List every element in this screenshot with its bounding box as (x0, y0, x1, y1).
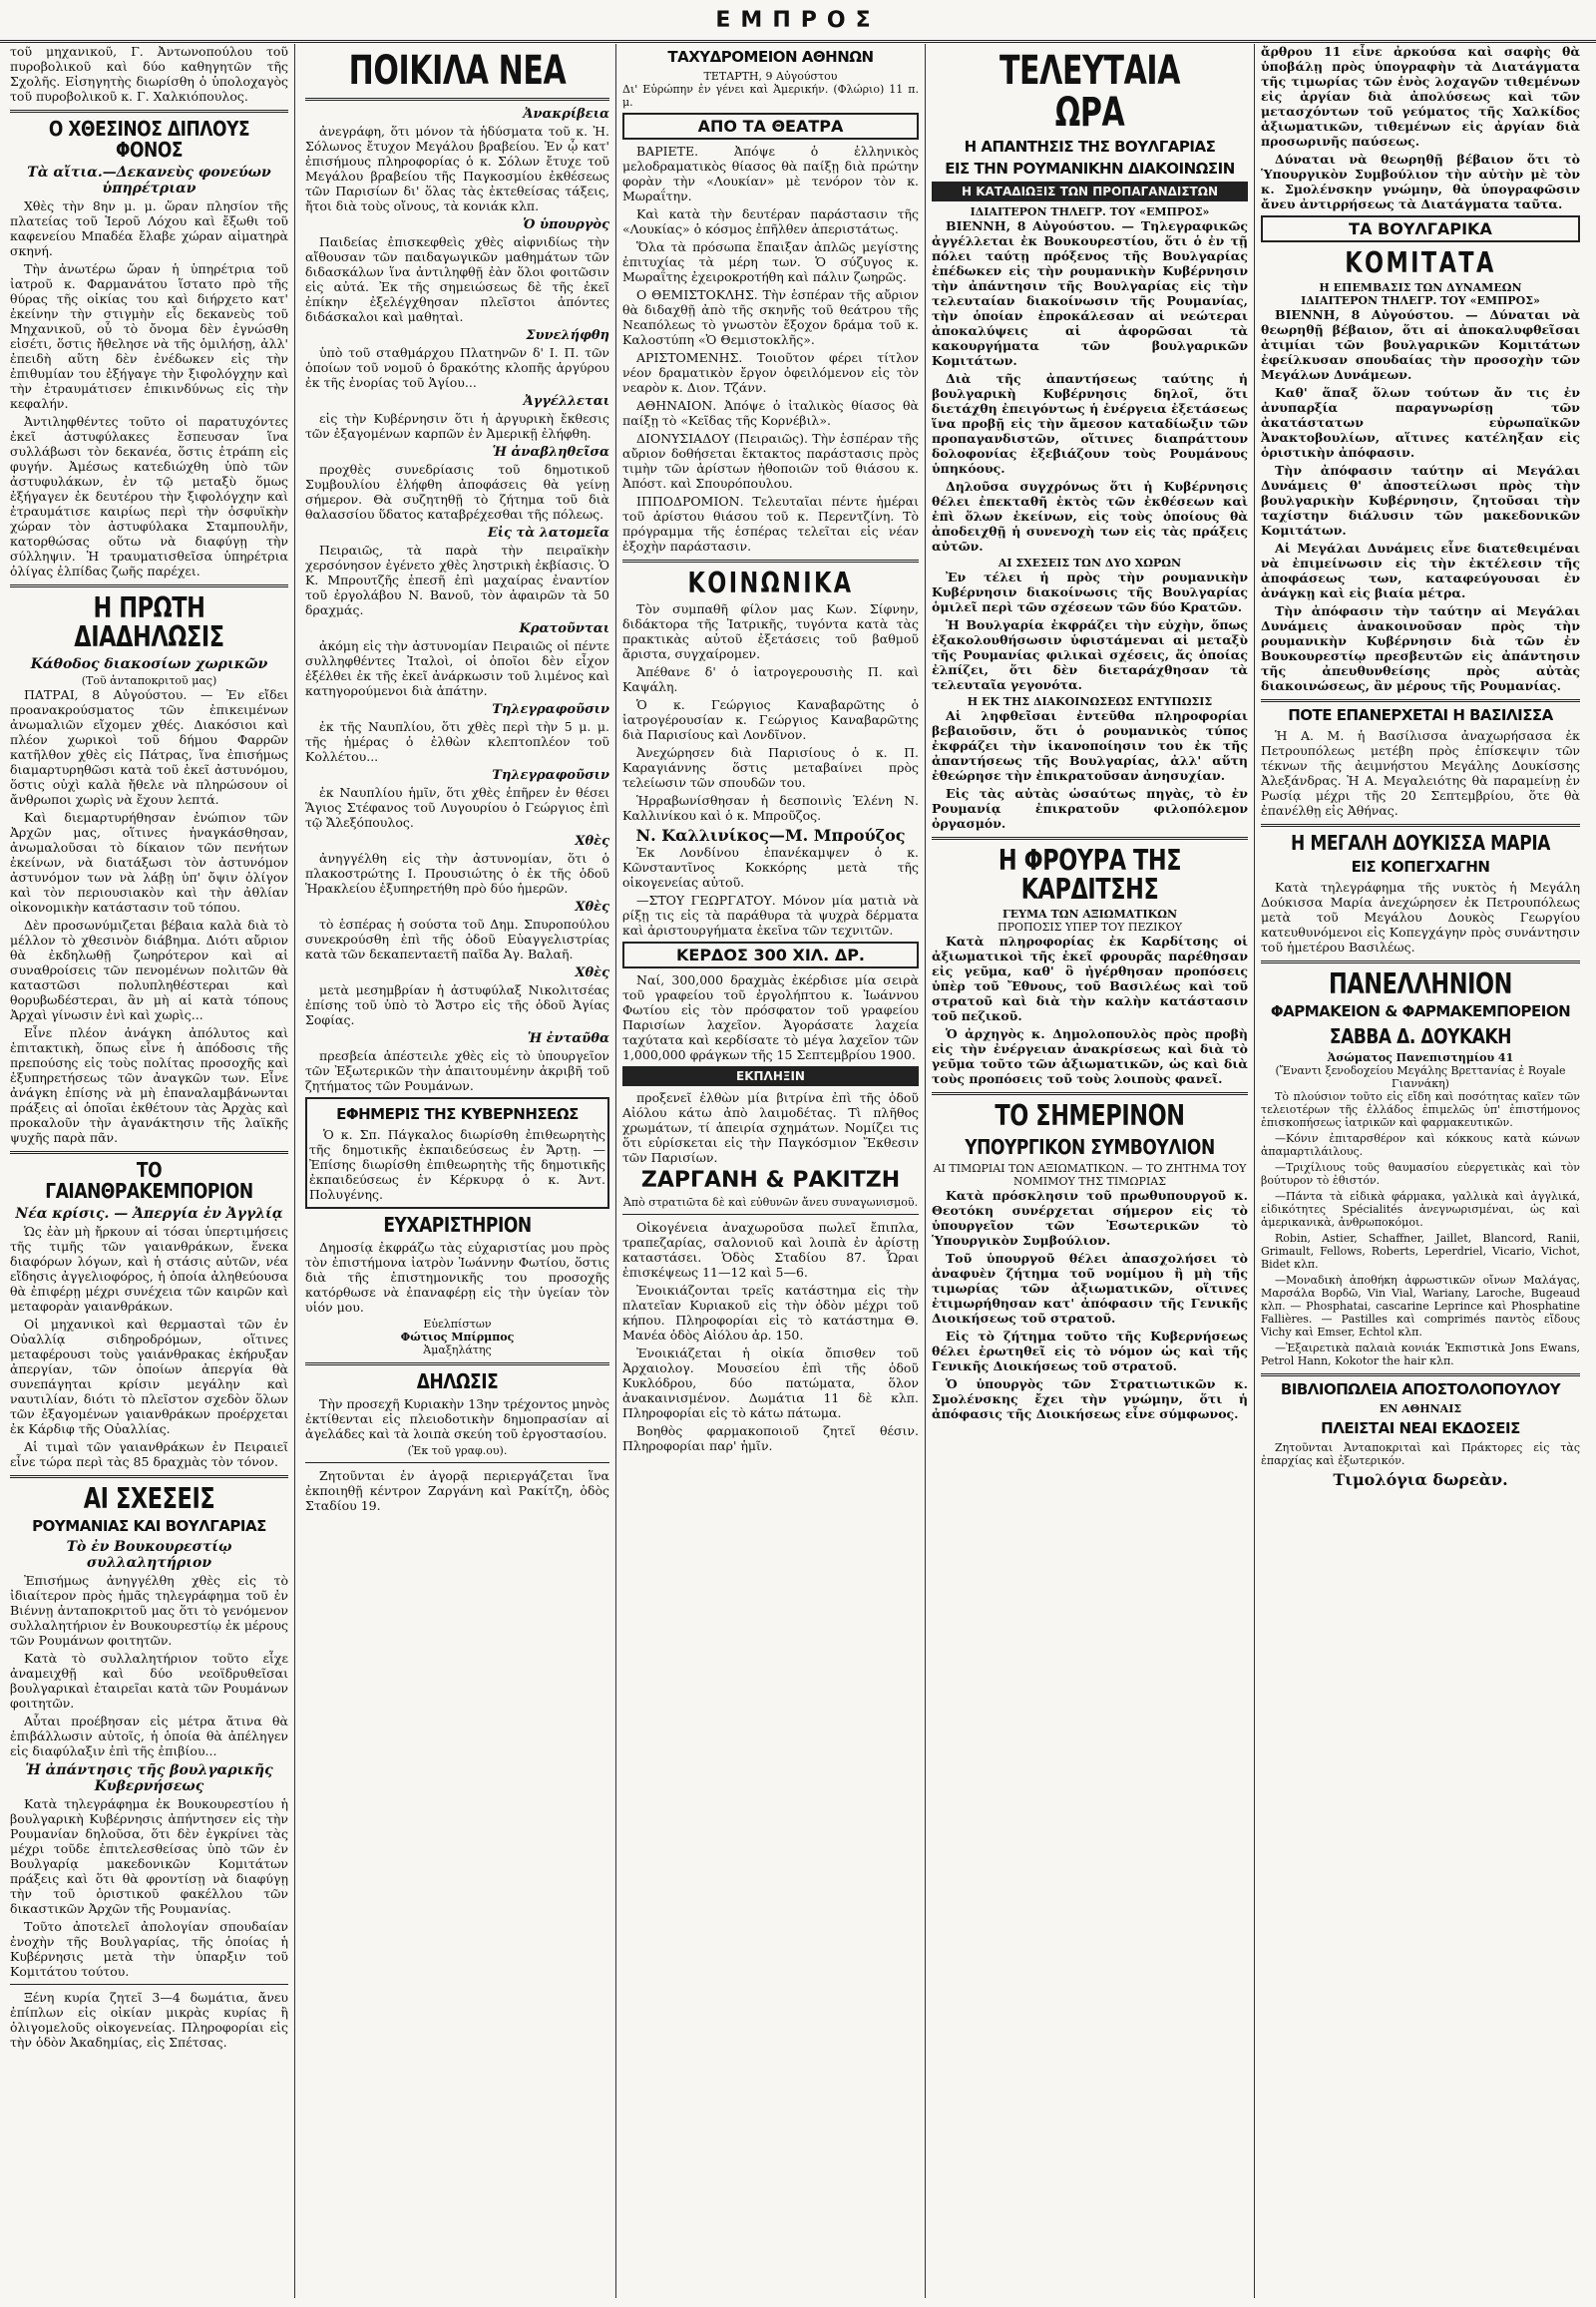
paragraph: Καὶ κατὰ τὴν δευτέραν παράστασιν τῆς «Λουκίας» ὁ κόσμος ἐπῆλθεν ἀπεριστάτως. (622, 205, 919, 236)
headline-profit: ΚΕΡΔΟΣ 300 ΧΙΛ. ΔΡ. (622, 942, 919, 968)
paragraph: —Μοναδικὴ ἀποθήκη ἀφρωστικῶν οἴνων Μαλάγας, Μαρσάλα Βορδῶ, Vin Vial, Wariany, Laroche, Bugeaud κλπ. — Phosphatai, cascarine Leprince καὶ Phosphatine Fallières. — Pastilles καὶ comprimés παντὸς εἴδους Vichy καὶ Emser, Echtol κλπ. (1261, 1274, 1580, 1340)
paragraph: Τὸ πλούσιον τοῦτο εἰς εἴδη καὶ ποσότητας καῖεν τῶν τελειοτέρων τῆς ἐλλάδος ἐπιμελῶς ὑπ' ἐπιστήμονος ἐπισκοπήσεως ἰατρικῶν καὶ φαρμακευτικῶν. (1261, 1090, 1580, 1130)
column-2 (299, 44, 616, 2298)
divider (1261, 961, 1580, 963)
government-gazette-box (305, 1097, 609, 1209)
paragraph: Δηλοῦσα συγχρόνως ὅτι ἡ Κυβέρνησις θέλει ἐπεκταθῆ ἐκτὸς τῶν ἐκθέσεων καὶ ἐπὶ ὅλων ἐκείνων, εἰς τοὺς ὁποίους θὰ ἀποδειχθῇ ἡ συνενοχὴ των εἰς τὰς πράξεις αὐτῶν. (932, 478, 1248, 554)
paragraph: Τὴν προσεχῆ Κυριακὴν 13ην τρέχοντος μηνὸς ἐκτίθενται εἰς πλειοδοτικὴν δημοπρασίαν αἱ ἀγελάδες καὶ τὰ λοιπὰ σκεύη τοῦ ἐργοστασίου. (305, 1395, 609, 1441)
divider (932, 1092, 1248, 1095)
subheading: Τὸ ἐν Βουκουρεστίῳ συλλαλητήριον (66, 1538, 232, 1571)
paragraph: Κατὰ πρόσκλησιν τοῦ πρωθυπουργοῦ κ. Θεοτόκη συνέρχεται σήμερον εἰς τὸ ὑπουργεῖον τῶν Ἐσωτερικῶν τὸ Ὑπουργικὸν Συμβούλιον. (932, 1187, 1248, 1248)
classified-ad: Ζητοῦνται ἐν ἀγορᾷ περιεργάζεται ἵνα ἐκποιηθῇ κέντρον Ζαργάνη καὶ Ρακίτζη, ὁδὸς Σταδίου 19. (305, 1467, 609, 1513)
item-heading: Τηλεγραφοῦσιν (492, 702, 609, 717)
paragraph: Τὴν ἀνωτέρω ὥραν ἡ ὑπηρέτρια τοῦ ἰατροῦ κ. Φαρμανάτου ἵστατο πρὸ τῆς θύρας τῆς οἰκίας του καὶ διήρχετο κατ' ἐκείνην τὴν στιγμὴν εἷς δεκανεὺς τοῦ Μηχανικοῦ, οὗ τὸ ὄνομα δὲν ἐγνώσθη εἰσέτι, ὅστις ἤθελησε νὰ τῆς ὁμιλήσῃ, ἀλλ' ἐπειδὴ αὕτη δὲν ἐνέδωκεν εἰς τὴν ἐπιθυμίαν του ἐξήγαγε τὴν ξιφολόγχην καὶ τὴν ἐτραυμάτισεν ἐπικινδύνως εἰς τὴν κεφαλήν. (10, 261, 288, 411)
paragraph: Κατὰ τηλεγράφημα τῆς νυκτὸς ἡ Μεγάλη Δούκισσα Μαρία ἀνεχώρησεν ἐκ Πετρουπόλεως μετὰ τοῦ Μεγάλου Δουκὸς Γεωργίου κατευθυνόμενοι εἰς Κοπεγχάγην πρὸς συνάντησιν τοῦ ἡμετέρου Βασιλέως. (1261, 879, 1580, 955)
paragraph: ἀκόμη εἰς τὴν ἀστυνομίαν Πειραιῶς οἱ πέντε συλληφθέντες Ἰταλοὶ, οἱ ὁποῖοι δὲν εἶχον ἐξέλθει ἐκ τῆς ἐκεῖ ἀνάρκωσιν τοῦ λιμένος καὶ κατηγορούμενοι διὰ ἀπάτην. (305, 638, 609, 698)
paragraph: ΑΡΙΣΤΟΜΕΝΗΣ. Τοιοῦτον φέρει τίτλον νέον δραματικὸν ἔργον ὀφειλόμενον εἰς τὸν νεαρὸν κ. Διον. Τζάνν. (622, 349, 919, 395)
paragraph: Ο ΘΕΜΙΣΤΟΚΛΗΣ. Τὴν ἑσπέραν τῆς αὔριον θὰ διδαχθῇ ἀπὸ τῆς σκηνῆς τοῦ θεάτρου τῆς Νεαπόλεως τὸ γνωστὸν ἔξοχον δράμα τοῦ κ. Καλοστύπη «Ὁ Θεμιστοκλῆς». (622, 286, 919, 347)
paragraph: Τὴν ἀπόφασιν τὴν ταύτην αἱ Μεγάλαι Δυνάμεις ἀνακοινοῦσαν πρὸς τὴν ρουμανικὴν Κυβέρνησιν διὰ τῶν ἐν Βουκουρεστίῳ πρεσβευτῶν εἰς ἀπάντησιν τῆς ἀπευθυνθείσης πρὸς αὐτὰς διακοινώσεως, ἂν μέρους τῆς Ρουμανίας. (1261, 603, 1580, 694)
headline-last-hour: ΤΕΛΕΥΤΑΙΑ ΩΡΑ (998, 48, 1181, 136)
paragraph: Ἡρραβωνίσθησαν ἡ δεσποινὶς Ἑλένη Ν. Καλλινίκου καὶ ὁ κ. Μπροῦζος. (622, 793, 919, 824)
masthead-title: ΕΜΠΡΟΣ (715, 7, 881, 33)
paragraph: Ἀνεχώρησεν διὰ Παρισίους ὁ κ. Π. Καραγιάννης ὅστις μεταβαίνει πρὸς τελείωσιν τῶν σπουδῶν του. (622, 745, 919, 791)
paragraph: Ὁ ὑπουργὸς τῶν Στρατιωτικῶν κ. Σμολένσκης ἔχει τὴν γνώμην, ὅτι ἡ ἀπόφασις τῆς Διοικήσεως εἶνε σύμφωνος. (932, 1375, 1248, 1421)
item-heading: Ὁ ὑπουργὸς (523, 217, 609, 232)
headline-cabinet-sub: ΥΠΟΥΡΓΙΚΟΝ ΣΥΜΒΟΥΛΙΟΝ (965, 1134, 1215, 1159)
paragraph: εἰς τὴν Κυβέρνησιν ὅτι ἡ ἀργυρικὴ ἔκθεσις τῶν ἐξαγομένων καρπῶν ἐν Ἀμερικῇ ἐλήφθη. (305, 411, 609, 441)
post-office-title: ΤΑΧΥΔΡΟΜΕΙΟΝ ΑΘΗΝΩΝ (667, 48, 874, 66)
divider (622, 560, 919, 563)
paragraph: Ἀντιληφθέντες τοῦτο οἱ παρατυχόντες ἐκεῖ ἀστυφύλακες ἔσπευσαν ἵνα συλλάβωσι τὸν δεκανέα, ὅστις ἐτράπη εἰς φυγήν. Ἀμέσως κατεδιώχθη ὑπὸ τῶν ἀστυφυλάκων, ἐν τῷ μεταξὺ ὅμως ἐξήγαγεν ἐκ δευτέρου τὴν ξιφολόγχην καὶ ἐτραυμάτισε καιρίως περὶ τὴν ὀσφυϊκὴν χώραν τὸν ἀστυφύλακα Σταμπουλῆν, κατορθώσας οὕτω νὰ διαφύγῃ τὴν σύλληψιν. Ἡ τραυματισθεῖσα ὑπηρέτρια ὀλίγας ἐλπίδας ζωῆς παρέχει. (10, 414, 288, 578)
telegram-label: ΙΔΙΑΙΤΕΡΟΝ ΤΗΛΕΓΡ. ΤΟΥ «ΕΜΠΡΟΣ» (970, 204, 1210, 218)
headline-declaration: ΔΗΛΩΣΙΣ (416, 1368, 499, 1393)
subheadline: Η ΑΠΑΝΤΗΣΙΣ ΤΗΣ ΒΟΥΛΓΑΡΙΑΣ (964, 138, 1216, 156)
paragraph: προξενεῖ ἐλθὼν μία βιτρίνα ἐπὶ τῆς ὁδοῦ Αἰόλου κάτω ἀπὸ λαιμοδέτας. Τὶ πλῆθος χρωμάτων, τί ἀπειρία σχημάτων. Νομίζει τις ὅτι εὑρίσκεται εἰς τὴν Παγκόσμιον Ἔκθεσιν τῶν Παρισίων. (622, 1090, 919, 1166)
divider (305, 1462, 609, 1463)
paragraph: Χθὲς τὴν 8ην μ. μ. ὥραν πλησίον τῆς πλατείας τοῦ Ἱεροῦ Λόχου καὶ ἔξωθι τοῦ καφενείου Μπαδέα ἔλαβε χώραν αἱματηρὰ σκηνή. (10, 198, 288, 258)
section-heading: ΑΙ ΣΧΕΣΕΙΣ ΤΩΝ ΔΥΟ ΧΩΡΩΝ (998, 556, 1182, 570)
item-heading: Κρατοῦνται (519, 621, 609, 636)
subheadline: ΕΙΣ ΤΗΝ ΡΟΥΜΑΝΙΚΗΝ ΔΙΑΚΟΙΝΩΣΙΝ (945, 159, 1235, 178)
paragraph: τὸ ἑσπέρας ἡ σούστα τοῦ Δημ. Σπυροπούλου συνεκρούσθη ἐπὶ τῆς ὁδοῦ Εὐαγγελιστρίας κατὰ τῶν δεκαπενταετῆ παῖδα Ἀγ. Βαλαῆ. (305, 917, 609, 961)
headline-coal-trade: ΤΟ ΓΑΙΑΝΘΡΑΚΕΜΠΟΡΙΟΝ (45, 1157, 253, 1203)
divider (1261, 824, 1580, 827)
paragraph: Αἱ τιμαὶ τῶν γαιανθράκων ἐν Πειραιεῖ εἶνε τώρα περὶ τὰς 85 δραχμὰς τὸν τόνον. (10, 1438, 288, 1469)
headline-relations-sub: ΡΟΥΜΑΝΙΑΣ ΚΑΙ ΒΟΥΛΓΑΡΙΑΣ (32, 1517, 266, 1536)
divider (305, 1362, 609, 1365)
headline-cabinet: ΤΟ ΣΗΜΕΡΙΝΟΝ (995, 1099, 1185, 1133)
paragraph: Ἡ Βουλγαρία ἐκφράζει τὴν εὐχὴν, ὅπως ἐξακολουθήσωσιν ὑφιστάμεναι αἱ μεταξὺ τῆς Ρουμανίας φιλικαὶ σχέσεις, ἅς ὁποίας ἐλπίζει, ὅτι δὲν διεταράχθησαν τὰ τελευταῖα γεγονότα. (932, 616, 1248, 692)
paragraph: Ὅλα τὰ πρόσωπα ἔπαιξαν ἀπλῶς μεγίστης ἐπιτυχίας τὰ μέρη των. Ὁ σύζυγος κ. Μωραΐτης ἐχειροκροτήθη καὶ πάλιν ζωηρῶς. (622, 238, 919, 284)
subheadline: Η ΕΠΕΜΒΑΣΙΣ ΤΩΝ ΔΥΝΑΜΕΩΝ (1319, 281, 1522, 295)
bookstore-editions: ΠΛΕΙΣΤΑΙ ΝΕΑΙ ΕΚΔΟΣΕΙΣ (1321, 1418, 1520, 1437)
paragraph: Ὡς ἐὰν μὴ ἤρκουν αἱ τόσαι ὑπερτιμήσεις τῆς τιμῆς τῶν γαιανθράκων, ἕνεκα διαφόρων λόγων, καὶ ἡ στάσις αὐτῶν, νέα εἴδησις ἀγγελιοφόρος, ἡ ὁποία ἀληθεύουσα θὰ ἐπιφέρῃ μέχρι συνέχεια τῶν καιρῶν καὶ μεταφορὰν γαιανθράκων. (10, 1223, 288, 1314)
item-heading: Χθὲς (575, 965, 609, 980)
paragraph: Robin, Astier, Schaffner, Jaillet, Blancord, Ranii, Grimault, Fellows, Roberts, Leperdriel, Vicario, Vichot, Bidet κλπ. (1261, 1232, 1580, 1272)
headline-committees: ΚΟΜΙΤΑΤΑ (1345, 246, 1496, 279)
classified-ad: Βοηθὸς φαρμακοποιοῦ ζητεῖ θέσιν. Πληροφορίαι παρ' ἡμῖν. (622, 1423, 919, 1454)
paragraph: Τοῦτο ἀποτελεῖ ἀπολογίαν σπουδαίαν ἐνοχὴν τῆς Βουλγαρίας, τῆς ὁποίας ἡ Κυβέρνησις μετὰ τὴν ὑπαρξιν τοῦ Κομιτάτου τούτου. (10, 1918, 288, 1979)
divider (10, 1151, 288, 1154)
intro-paragraph: τοῦ μηχανικοῦ, Γ. Ἀντωνοπούλου τοῦ πυροβολικοῦ καὶ δύο καθηγητῶν τῆς Σχολῆς. Εἰσηγητὴς διωρίσθη ὁ ὑπολοχαγὸς τοῦ πυροβολικοῦ κ. Γ. Χαλκιόπουλος. (10, 44, 288, 104)
paragraph: —Κόνιν ἐπιταρσθέρον καὶ κόκκους κατὰ κώνων ἀπαμαρτιλάιλους. (1261, 1132, 1580, 1159)
headline-grand-duchess-sub: ΕΙΣ ΚΟΠΕΓΧΑΓΗΝ (1351, 858, 1490, 877)
paragraph: Ἐν τέλει ἡ πρὸς τὴν ρουμανικὴν Κυβέρνησιν διακοίνωσις τῆς Βουλγαρίας ὁμιλεῖ περὶ τῶν σχέσεων τῶν δύο Κρατῶν. (932, 569, 1248, 614)
paragraph: —ΣΤΟΥ ΓΕΩΡΓΑΤΟΥ. Μόνον μία ματιὰ νὰ ρίξῃ τις εἰς τὰ παράθυρα τὰ ψυχρὰ δέρματα καὶ ἀριστουργήματα ἐκεῖνα τῶν τεχνιτῶν. (622, 893, 919, 939)
item-heading: Χθὲς (575, 834, 609, 849)
ad-owner: ΣΑΒΒΑ Δ. ΔΟΥΚΑΚΗ (1329, 1024, 1512, 1049)
column-4 (926, 44, 1255, 2298)
bookstore-location: ΕΝ ΑΘΗΝΑΙΣ (1379, 1401, 1462, 1415)
divider (10, 1984, 288, 1985)
paragraph: Αἱ Μεγάλαι Δυνάμεις εἶνε διατεθειμέναι νὰ ἐπιμείνωσιν εἰς τὴν ἐκτέλεσιν τῆς ἀποφάσεως των, καταφεύγουσαι ἐν ἀνάγκῃ καὶ εἰς βιαία μέτρα. (1261, 541, 1580, 601)
section-bar: Η ΚΑΤΑΔΙΩΞΙΣ ΤΩΝ ΠΡΟΠΑΓΑΝΔΙΣΤΩΝ (932, 182, 1248, 201)
classified-ad: Ἐνοικιάζονται τρεῖς κατάστημα εἰς τὴν πλατεῖαν Κυριακοῦ εἰς τὴν ὁδὸν μέχρι τοῦ κήπου. Πληροφορίαι εἰς τὸ κατάστημα Θ. Μανέα ὁδὸς Αἰόλου ἀρ. 150. (622, 1283, 919, 1344)
paragraph: Ἐκ Λονδίνου ἐπανέκαμψεν ὁ κ. Κῶνσταντῖνος Κοκκόρης μετὰ τῆς οἰκογενείας αὐτοῦ. (622, 845, 919, 891)
paragraph: Ζητοῦνται Ἀνταποκριταὶ καὶ Πράκτορες εἰς τὰς ἐπαρχίας καὶ ἐξωτερικόν. (1261, 1440, 1580, 1467)
subheading-source: (Τοῦ ἀνταποκριτοῦ μας) (81, 673, 217, 687)
subheading: Τὰ αἴτια.—Δεκανεὺς φονεύων ὑπηρέτριαν (27, 165, 271, 196)
paragraph: Οἱ μηχανικοὶ καὶ θερμασταὶ τῶν ἐν Οὐαλλίᾳ σιδηροδρόμων, οἵτινες μεταφέρουσι τοὺς γαιάνθρακας ἐκήρυξαν ἀπεργίαν, τῶν ὁποίων ἀπεργία θὰ συνεπάγηται κρίσιν μεγάλην καὶ ναυτιλίαν, διότι τὸ πλεῖστον σχεδὸν ὅλων τῶν ἐξαγομένων γαιανθράκων προέρχεται ἐκ Κάρδιφ τῆς Οὐαλλίας. (10, 1316, 288, 1436)
columns-wrapper (299, 44, 1586, 2298)
subheadline: ΑΙ ΤΙΜΩΡΙΑΙ ΤΩΝ ΑΞΙΩΜΑΤΙΚΩΝ. — ΤΟ ΖΗΤΗΜΑ ΤΟΥ ΝΟΜΙΜΟΥ ΤΗΣ ΤΙΜΩΡΙΑΣ (933, 1161, 1247, 1188)
paragraph: Δύναται νὰ θεωρηθῇ βέβαιον ὅτι τὸ Ὑπουργικὸν Συμβούλιον τὴν αὐτὴν μὲ τὸν κ. Σμολένσκην γνώμην, θὰ ὑπογραφῶσιν ἄνευ ἀντιρρήσεως τὰ Διατάγματα ταῦτα. (1261, 152, 1580, 211)
paragraph: Τὸν συμπαθῆ φίλον μας Κων. Σίφνην, διδάκτορα τῆς Ἰατρικῆς, τυγόντα κατὰ τὰς πρακτικὰς αὐτοῦ ἐξετάσεις τοῦ βαθμοῦ ἄριστα, συγχαίρομεν. (622, 601, 919, 662)
subheading: Νέα κρίσις. — Ἀπεργία ἐν Ἀγγλίᾳ (15, 1205, 283, 1222)
ad-address: Ἀσώματος Πανεπιστημίου 41 (1327, 1051, 1514, 1065)
theatre-title: ΑΠΟ ΤΑ ΘΕΑΤΡΑ (622, 113, 919, 140)
headline-double-murder: Ο ΧΘΕΣΙΝΟΣ ΔΙΠΛΟΥΣ ΦΟΝΟΣ (48, 117, 250, 162)
classified-ad: Οἰκογένεια ἀναχωροῦσα πωλεῖ ἔπιπλα, τραπεζαρίας, σαλονιοῦ καὶ λοιπὰ ἐν ἀρίστῃ καταστάσει. Ὁδὸς Σταδίου 87. Ὧραι ἐπισκέψεως 11—12 καὶ 5—6. (622, 1220, 919, 1281)
paragraph: Ὁ ἀρχηγὸς κ. Δημολοπουλὸς πρὸς προβὴ εἰς τὴν ἐνέργειαν ἀνακρίσεως καὶ διὰ τὸ γεῦμα τοῦτο τῶν ἀξιωματικῶν, ὡς καὶ διὰ τοὺς προπόσεις τοῦ τοὺς λοιποὺς φανεῖ. (932, 1026, 1248, 1087)
paragraph: Ναί, 300,000 δραχμὰς ἐκέρδισε μία σειρὰ τοῦ γραφείου τοῦ ἐργολήπτου κ. Ἰωάννου Φωτίου εἰς τὸν πρόσφατον τοῦ γραφείου Παρισίων λαχεῖον. Ἀγοράσατε λαχεία ταχύτατα καὶ κερδίσατε τὸ μέγα λαχεῖον τῶν 1,000,000 φράγκων τῆς 15 Σεπτεμβρίου 1900. (622, 972, 919, 1063)
paragraph: ὑπὸ τοῦ σταθμάρχου Πλατηνῶν δ' Ι. Π. τῶν ὁποίων τοῦ νομοῦ ὁ δρακότης κλοπῆς ἀργύρου ἐκ τῆς ἐνορίας τοῦ Ἁγίου... (305, 345, 609, 390)
paragraph: Αὗται προέβησαν εἰς μέτρα ἄτινα θὰ ἐπιβάλλωσιν αὐτοῖς, ἡ ὁποία θὰ ἀπέληγεν εἰς διαφύλαξιν ἐπὶ τῆς ἐπιβίου... (10, 1713, 288, 1758)
paragraph: Ὁ κ. Σπ. Πάγκαλος διωρίσθη ἐπιθεωρητὴς τῆς δημοτικῆς ἐκπαιδεύσεως ἐν Ἄρτῃ. —Ἐπίσης διωρίσθη ἐπιθεωρητὴς τῆς δημοτικῆς ἐκπαιδεύσεως ἐν Κέρκυρᾳ ὁ κ. Ἀντ. Πολυγένης. (309, 1126, 605, 1202)
signature-name: Φώτιος Μπίρμπος (400, 1330, 515, 1344)
paragraph: Διὰ τῆς ἀπαντήσεως ταύτης ἡ βουλγαρικὴ Κυβέρνησις δηλοῖ, ὅτι διετάχθη ἐπειγόντως ἡ ἐνέργεια ἐξετάσεως ἵνα προβῇ εἰς τὴν ἄμεσον καταδίωξιν τῶν προπαγανδιστῶν, οἵτινες διαπράττουν δολοφονίας ἐξεβιάζουν τοὺς Ρουμάνους ὑπηκόους. (932, 370, 1248, 476)
paragraph: ΒΙΕΝΝΗ, 8 Αὐγούστου. — Δύναται νὰ θεωρηθῇ βέβαιον, ὅτι αἱ ἀποκαλυφθεῖσαι ἀτιμίαι τῶν βουλγαρικῶν Κομιτάτων ἐφείλκυσαν σπουδαίας τὴν προσοχὴν τῶν Μεγάλων Δυνάμεων. (1261, 307, 1580, 383)
item-heading: Ἀνακρίβεια (523, 107, 609, 122)
headline-first-demonstration: Η ΠΡΩΤΗ ΔΙΑΔΗΛΩΣΙΣ (74, 591, 224, 654)
column-5 (1255, 44, 1586, 2298)
headline-various-news: ΠΟΙΚΙΛΑ ΝΕΑ (348, 48, 567, 94)
subheadline: ΠΡΟΠΟΣΙΣ ΥΠΕΡ ΤΟΥ ΠΕΖΙΚΟΥ (997, 921, 1183, 935)
paragraph: Ἀπέθανε δ' ὁ ἰατρογερουσιὴς Π. καὶ Καψάλη. (622, 664, 919, 695)
paragraph: Εἰς τὸ ζήτημα τοῦτο τῆς Κυβερνήσεως θέλει ἐρωτηθεῖ εἰς τὸ νόμον ὡς καὶ τῆς Γενικῆς Διοικήσεως τοῦ στρατοῦ. (932, 1328, 1248, 1373)
headline-social: ΚΟΙΝΩΝΙΚΑ (687, 566, 854, 599)
bookstore-prices: Τιμολόγια δωρεὰν. (1333, 1469, 1508, 1489)
item-heading: Εἰς τὰ λατομεῖα (487, 526, 609, 541)
ad-subtitle: ΦΑΡΜΑΚΕΙΟΝ & ΦΑΡΜΑΚΕΜΠΟΡΕΙΟΝ (1270, 1002, 1571, 1021)
divider (622, 1214, 919, 1215)
paragraph: ΔΙΟΝΥΣΙΑΔΟΥ (Πειραιῶς). Τὴν ἑσπέραν τῆς αὔριον δοθήσεται ἔκτακτος παράστασις πρὸς τιμὴν τῶν ἀρίστων ἠθοποιῶν τοῦ θιάσου κ. Ἀπόστ. καὶ Σπουρόπουλου. (622, 430, 919, 491)
divider (932, 837, 1248, 840)
paragraph: ἐκ τῆς Ναυπλίου, ὅτι χθὲς περὶ τὴν 5 μ. μ. τῆς ἡμέρας ὁ ἐλθὼν κλεπτοπλέον τοῦ Κολλέτου... (305, 719, 609, 764)
paragraph: προχθὲς συνεδρίασις τοῦ δημοτικοῦ Συμβουλίου ἐλήφθη ἀποφάσεις θὰ γείνῃ σήμερον. Θὰ συζητηθῇ τὸ ζήτημα τοῦ διὰ θαλασσίου ὕδατος καταβρέχεσθαι τῆς πόλεως. (305, 462, 609, 522)
telegram-label: ΙΔΙΑΙΤΕΡΟΝ ΤΗΛΕΓΡ. ΤΟΥ «ΕΜΠΡΟΣ» (1301, 294, 1540, 308)
paragraph: ἄρθρου 11 εἶνε ἀρκούσα καὶ σαφὴς θὰ ὑποβάλῃ πρὸς ὑπογραφὴν τὰ Διατάγματα τῆς τιμωρίας τῶν ἑνὸς λοχαγῶν τιθεμένων εἰς ἀργίαν διὰ ἀπολύσεως καὶ τῶν μετασχόντων τοῦ γεύματος τῆς Χαλκίδος ἀξιωματικῶν, τιθεμένων εἰς ἀργίαν διὰ προσωρινῆς παύσεως. (1261, 44, 1580, 149)
paragraph: Εἰς τὰς αὐτὰς ὡσαύτως πηγὰς, τὸ ἐν Ρουμανίᾳ ἐπικρατοῦν φιλοπόλεμον ὀργασμόν. (932, 785, 1248, 831)
paragraph: ΑΘΗΝΑΙΟΝ. Ἀπόψε ὁ ἰταλικὸς θίασος θὰ παίξῃ τὸ «Κεῖδας τῆς Κορνέβιλ». (622, 397, 919, 428)
paragraph: Δημοσίᾳ ἐκφράζω τὰς εὐχαριστίας μου πρὸς τὸν ἐπιστήμονα ἰατρὸν Ἰωάννην Φωτίου, ὅστις διὰ τῆς ἐπιστημονικῆς του προσοχῆς κατόρθωσε νὰ ἐπαναφέρῃ εἰς τὴν ὑγείαν τὸν υἱόν μου. (305, 1239, 609, 1315)
column-1 (4, 44, 295, 2298)
paragraph: πρεσβεία ἀπέστειλε χθὲς εἰς τὸ ὑπουργεῖον τῶν Ἐξωτερικῶν τὴν ἀπαιτουμένην ἀκριβῆ τοῦ ζητήματος τῶν Ρουμάνων. (305, 1048, 609, 1093)
box-title: ΕΦΗΜΕΡΙΣ ΤΗΣ ΚΥΒΕΡΝΗΣΕΩΣ (336, 1105, 579, 1123)
headline-grand-duchess: Η ΜΕΓΑΛΗ ΔΟΥΚΙΣΣΑ ΜΑΡΙΑ (1291, 831, 1550, 856)
subheading: Κάθοδος διακοσίων χωρικῶν (30, 655, 268, 672)
classified-ad: Ἐνοικιάζεται ἡ οἰκία ὄπισθεν τοῦ Ἀρχαιολογ. Μουσείου ἐπὶ τῆς ὁδοῦ Κυκλόδρου, δύο πατώματα, ὅλον ἀνακαινισμένον. Δωμάτια 11 δὲ κλπ. Πληροφορίαι εἰς τὸ κάτω πάτωμα. (622, 1346, 919, 1421)
paragraph: ἐκ Ναυπλίου ἡμῖν, ὅτι χθὲς ἐπῆρεν ἐν θέσει Ἅγιος Στέφανος τοῦ Λυγουρίου ὁ Γεώργιος ἐπὶ τῷ Ἄλεξόπουλος. (305, 785, 609, 830)
item-heading: Τηλεγραφοῦσιν (492, 768, 609, 783)
paragraph: Κατὰ τηλεγράφημα ἐκ Βουκουρεστίου ἡ βουλγαρικὴ Κυβέρνησις ἀπήντησεν εἰς τὴν Ρουμανίαν δηλοῦσα, ὅτι δὲν ἐγκρίνει τὰς μέχρι τοῦδε ἐπιτελεσθείσας ὑπὸ τῶν ἐν Βουλγαρίᾳ μακεδονικῶν Κομιτάτων πράξεις καὶ ὅτι θὰ φροντίσῃ νὰ διαφύγῃ τὴν τοῦ ὁριστικοῦ φακέλλου τῶν δικαστικῶν Ἀρχῶν τῆς Ρουμανίας. (10, 1795, 288, 1916)
subheadline: ΓΕΥΜΑ ΤΩΝ ΑΞΙΩΜΑΤΙΚΩΝ (1001, 908, 1178, 922)
section-heading: Η ΕΚ ΤΗΣ ΔΙΑΚΟΙΝΩΣΕΩΣ ΕΝΤΥΠΩΣΙΣ (967, 694, 1213, 708)
paragraph: ἀνεγράφη, ὅτι μόνον τὰ ἡδύσματα τοῦ κ. Ἠ. Σόλωνος ἔτυχον Μεγάλου βραβείου. Ἐν ᾧ κατ' ἐπισήμους πληροφορίας ὁ κ. Σόλων ἔτυχε τοῦ Μεγάλου βραβείου τῆς Παγκοσμίου ἐκθέσεως τῶν Παρισίων δι' ὅλας τὰς ἐκτεθείσας τάξεις, ἤτοι διὰ τοὺς οἴνους, τὰ κονιάκ κλπ. (305, 124, 609, 213)
item-heading: Συνελήφθη (526, 328, 609, 343)
headline-karditsa-garrison: Η ΦΡΟΥΡΑ ΤΗΣ ΚΑΡΔΙΤΣΗΣ (998, 843, 1182, 906)
advertiser-name: ΖΑΡΓΑΝΗ & ΡΑΚΙΤΖΗ (640, 1168, 901, 1194)
paragraph: Εἶνε πλέον ἀνάγκη ἀπόλυτος καὶ ἐπιτακτικὴ, ὅπως εἶνε ἡ ἀπόδοσις τῆς πρεπούσης εἰς τοὺς πολίτας προσοχῆς καὶ ἐξυπηρετήσεως τῶν ἀναγκῶν των. Εἶνε ἀνάγκη ἐπίσης νὰ μὴ ἐπαναλαμβάνωνται πράξεις αἱ ὁποῖαι ἐκθέτουν τὰς Ἀρχὰς καὶ προκαλοῦν τὴν ἀγανάκτησιν τῆς λαϊκῆς ψυχῆς παρὰ πᾶν. (10, 1024, 288, 1145)
paragraph: —Τριχίλιους τοῦς θαυμασίου εὐεργετικὰς καὶ τὸν βούτυρον τὸ ἐθιστόν. (1261, 1161, 1580, 1188)
paragraph: Τὴν ἀπόφασιν ταύτην αἱ Μεγάλαι Δυνάμεις θ' ἀποστείλωσι πρὸς τὴν βουλγαρικὴν Κυβέρνησιν, ζητοῦσαι τὴν ταχίστην διάλυσιν τῶν μακεδονικῶν Κομιτάτων. (1261, 463, 1580, 539)
paragraph: ΒΙΕΝΝΗ, 8 Αὐγούστου. — Τηλεγραφικῶς ἀγγέλλεται ἐκ Βουκουρεστίου, ὅτι ὁ ἐν τῇ πόλει ταύτῃ πρόξενος τῆς Βουλγαρίας ἐπέδωκεν εἰς τὴν ρουμανικὴν Κυβέρνησιν τὴν ἀπάντησιν τῆς Βουλγαρίας εἰς τὴν τελευταίαν διακοίνωσιν τῆς Ρουμανίας, τὴν ὁποίαν ἐπροκάλεσαν αἱ νεώτεραι ἀποκαλύψεις αἱ ἀφορῶσαι τὰ κακουργήματα τῶν βουλγαρικῶν Κομιτάτων. (932, 217, 1248, 368)
paragraph: ΠΑΤΡΑΙ, 8 Αὐγούστου. — Ἐν εἴδει προανακρούσματος τῶν ἐπικειμένων ἀνωμαλιῶν εἴχομεν χθές. Διακόσιοι καὶ πλέον χωρικοὶ τοῦ δήμου Φαρρῶν κατῆλθον χθὲς εἰς Πάτρας, ἵνα ἐπισήμως διαμαρτυρηθῶσι κατὰ τοῦ ἐκεῖ ἀστυνόμου, ὅστις οὐχὶ καλὰ ἤθελε νὰ πληρώσουν οἱ ἄνθρωποι χωρὶς νὰ ἔχουν λεπτά. (10, 686, 288, 807)
headline-bulgarian: ΤΑ ΒΟΥΛΓΑΡΙΚΑ (1261, 215, 1580, 242)
paragraph: Ὁ κ. Γεώργιος Καναβαρῶτης ὁ ἰατρογέρουσίαν κ. Γεώργιος Καναβαρῶτης διὰ Παρισίους καὶ Λονδῖνον. (622, 697, 919, 743)
masthead (0, 0, 1596, 43)
classified-ad: Ξένη κυρία ζητεῖ 3—4 δωμάτια, ἄνευ ἐπίπλων εἰς οἰκίαν μικρὰς κυρίας ἢ ὀλιγομελοῦς οἰκογενείας. Πληροφορίαι εἰς τὴν ὁδὸν Ἀκαδημίας, εἰς Σπέτσας. (10, 1989, 288, 2050)
paragraph: μετὰ μεσημβρίαν ἡ ἀστυφύλαξ Νικολιτσέας ἐπίσης τοῦ ὑπὸ τὸ Ἄστρο εἰς τῆς ὁδοῦ Ἀγίας Σοφίας. (305, 982, 609, 1027)
headline-queen-return: ΠΟΤΕ ΕΠΑΝΕΡΧΕΤΑΙ Η ΒΑΣΙΛΙΣΣΑ (1288, 706, 1553, 725)
paragraph: ἀνηγγέλθη εἰς τὴν ἀστυνομίαν, ὅτι ὁ πλακοστρώτης Ι. Προυσιώτης ὁ ἐκ τῆς ὁδοῦ Ἡρακλείου ἐξυπηρετήθη πρὸ δύο ἡμερῶν. (305, 851, 609, 896)
headline-relations: ΑΙ ΣΧΕΣΕΙΣ (83, 1481, 215, 1515)
signature-title: Ἀμαξηλάτης (423, 1343, 492, 1356)
divider (10, 584, 288, 587)
column-3 (616, 44, 926, 2298)
divider (10, 110, 288, 113)
item-heading: Ἀγγέλλεται (523, 394, 609, 409)
paragraph: Καὶ διεμαρτυρήθησαν ἐνώπιον τῶν Ἀρχῶν μας, οἵτινες ἠναγκάσθησαν, ἀνωμαλοῦσαι τὸ δίκαιον τῶν πενήτων ἐκείνων, νὰ διατάξωσι τὸν ἀστυνόμον ἀστυνόμον των νὰ λάβῃ ὑπ' ὄψιν ὀλίγον καὶ τὸν περιουσιακὸν καὶ τὴν ἀθλίαν οἰκονομικὴν κατάστασιν τοῦ τόπου. (10, 809, 288, 915)
divider (305, 98, 609, 101)
paragraph: Κατὰ τὸ συλλαλητήριον τοῦτο εἶχε ἀναμειχθῇ καὶ δύο νεοϊδρυθεῖσαι βουλγαρικαὶ ἐταιρεῖαι κατὰ τῶν Ρουμάνων φοιτητῶν. (10, 1650, 288, 1711)
headline-thanks: ΕΥΧΑΡΙΣΤΗΡΙΟΝ (383, 1212, 532, 1237)
paragraph: Πειραιῶς, τὰ παρὰ τὴν πειραϊκὴν χερσόνησον ἐγένετο χθὲς ληστρικὴ ἐκβίασις. Ὁ Κ. Μπρουτζῆς ἐπεσῆ ἐπὶ μαχαίρας ἐναντίον τοῦ ἐργολάβου Ν. Βανοῦ, τὸν ἀφαιρῶν τὰ 50 δραχμάς. (305, 543, 609, 617)
paragraph: Καθ' ἅπαξ ὅλων τούτων ἄν τις ἐν ἀνυπαρξία παραγνωρίσῃ τῶν ἀκατάστατων εὐρωπαϊκῶν Ἀνακτοβουλίων, αἵτινες κατέληξαν εἰς ὁριστικὴν ἀπόφασιν. (1261, 385, 1580, 461)
paragraph: Τοῦ ὑπουργοῦ θέλει ἀπασχολήσει τὸ ἀναφυὲν ζήτημα τοῦ νομίμου ἢ μὴ τῆς τιμωρίας τῶν ἀξιωματικῶν, οἵτινες ἐτιμωρήθησαν κατ' ἀπόφασιν τῆς Γενικῆς Διοικήσεως τοῦ στρατοῦ. (932, 1250, 1248, 1326)
paragraph: —Πάντα τὰ εἰδικὰ φάρμακα, γαλλικὰ καὶ ἀγγλικά, εἰδικότητες Spécialités ἀνεγνωρισμέναι, ὡς καὶ ἀμερικανικὰ, ἀνθρωποκόμοι. (1261, 1190, 1580, 1230)
paragraph: —Ἐξαιρετικὰ παλαιὰ κονιάκ Ἐκπιστικὰ Jons Ewans, Petrol Hann, Kokotor the hair κλπ. (1261, 1342, 1580, 1368)
paragraph: ΙΠΠΟΔΡΟΜΙΟΝ. Τελευταῖαι πέντε ἡμέραι τοῦ ἀρίστου θιάσου τοῦ κ. Περεντζίνη. Τὸ πρόγραμμα τῆς ἑσπέρας τελεῖται εἰς νέαν ἐξοχὴν παράστασιν. (622, 493, 919, 554)
divider (1261, 699, 1580, 702)
item-heading: Ἡ ἀναβληθεῖσα (492, 445, 609, 460)
post-office-line: Δι' Εὐρώπην ἐν γένει καὶ Ἀμερικήν. (Φλώριο) 11 π. μ. (622, 82, 919, 109)
headline-surprise: ΕΚΠΛΗΞΙΝ (622, 1066, 919, 1086)
paragraph: Ἐπισήμως ἀνηγγέλθη χθὲς εἰς τὸ ἰδιαίτερον πρὸς ἡμᾶς τηλεγράφημα τοῦ ἐν Βιέννῃ ἀνταποκριτοῦ μας ὅτι τὸ γενόμενον συλλαλητήριον ἐν Βουκουρεστίῳ ἐκ μέρους τῶν Ρουμάνων φοιτητῶν. (10, 1572, 288, 1648)
paragraph: Αἱ ληφθεῖσαι ἐντεῦθα πληροφορίαι βεβαιοῦσιν, ὅτι ὁ ρουμανικὸς τύπος ἐκφράζει τὴν ἱκανοποίησιν του ἐκ τῆς ἀπαντήσεως τῆς Βουλγαρίας, ἀλλ' αὕτη ἐθεώρησε τὴν ἐπικρατοῦσαν ἀνησυχίαν. (932, 707, 1248, 783)
signature-line: Εὐελπίστων (423, 1317, 492, 1331)
bookstore-title: ΒΙΒΛΙΟΠΩΛΕΙΑ ΑΠΟΣΤΟΛΟΠΟΥΛΟΥ (1280, 1380, 1561, 1399)
ad-address-note: (Ἔναντι ξενοδοχείου Μεγάλης Βρεττανίας ἐ Royale Γιαννάκη) (1275, 1064, 1566, 1091)
divider (1261, 1373, 1580, 1376)
paragraph: Δὲν προσωνύμιζεται βέβαια καλὰ διὰ τὸ μέλλον τὸ χθεσινὸν διάβημα. Διότι αὔριον θὰ ἐκδηλωθῇ ζωηρότερον καὶ αἱ συναθροίσεις τῶν πενομένων πολιτῶν θὰ καταστῶσι πολυπληθέστεραι καὶ θορυβωδέστεραι, ἂν μὴ αἱ κατὰ τόπους Ἀρχαὶ γίνωσιν ἐνὶ καὶ χωρὶς... (10, 917, 288, 1022)
item-heading: Ἡ ἐνταῦθα (527, 1031, 609, 1046)
paragraph: ΒΑΡΙΕΤΕ. Ἀπόψε ὁ ἑλληνικὸς μελοδραματικὸς θίασος θὰ παίξῃ διὰ πρώτην φορὰν τὴν «Λουκίαν» μὲ τενόρον τὸν κ. Μωραΐτην. (622, 143, 919, 203)
engagement-names: Ν. Καλλινίκος—Μ. Μπρούζος (635, 826, 906, 846)
advertiser-sub: Ἀπὸ στρατιῶτα δὲ καὶ εὐθυνῶν ἄνευ συναγωνισμοῦ. (622, 1196, 919, 1210)
paragraph: Παιδείας ἐπισκεφθεὶς χθὲς αἰφνιδίως τὴν αἴθουσαν τῶν παιδαγωγικῶν μαθημάτων τῶν διδασκάλων ἵνα ἀντιληφθῇ ἐὰν ὅλοι φοιτῶσιν εἰς αὐτά. Ἐκ τῆς σημειώσεως δὲ τῆς ἐκεῖ ἐπίκην ἐξελέγχθησαν πλεῖστοι ἀπόντες διδάσκαλοι καὶ μαθηταὶ. (305, 234, 609, 324)
post-office-date: ΤΕΤΑΡΤΗ, 9 Αὐγούστου (703, 69, 838, 83)
ad-title: ΠΑΝΕΛΛΗΝΙΟΝ (1328, 966, 1513, 1000)
declaration-note: (Ἐκ τοῦ γραφ.ου). (407, 1443, 508, 1457)
subheading: Ἡ ἀπάντησις τῆς βουλγαρικῆς Κυβερνήσεως (25, 1761, 273, 1794)
item-heading: Χθὲς (575, 900, 609, 915)
paragraph: Ἡ Α. Μ. ἡ Βασίλισσα ἀναχωρήσασα ἐκ Πετρουπόλεως μετέβη πρὸς ἐπίσκεψιν τῶν τέκνων τῆς ἀειμνήστου Μεγάλης Δουκίσσης Ἀλεξάνδρας. Ἡ Α. Μεγαλειότης θὰ παραμείνῃ ἐν Ρωσίᾳ μέχρι τῆς 20 Σεπτεμβρίου, ὅτε θὰ ἐπανέλθῃ εἰς Ἀθήνας. (1261, 728, 1580, 819)
divider (10, 1475, 288, 1478)
paragraph: Κατὰ πληροφορίας ἐκ Καρδίτσης οἱ ἀξιωματικοὶ τῆς ἐκεῖ φρουρᾶς παρέθησαν εἰς γεῦμα, καθ' ὃ ἠγέρθησαν προπόσεις ὑπὲρ τοῦ Ἔθνους, τοῦ Βασιλέως καὶ τοῦ στρατοῦ καὶ διὰ τὴν καλὴν κατάστασιν τοῦ πεζικοῦ. (932, 934, 1248, 1024)
